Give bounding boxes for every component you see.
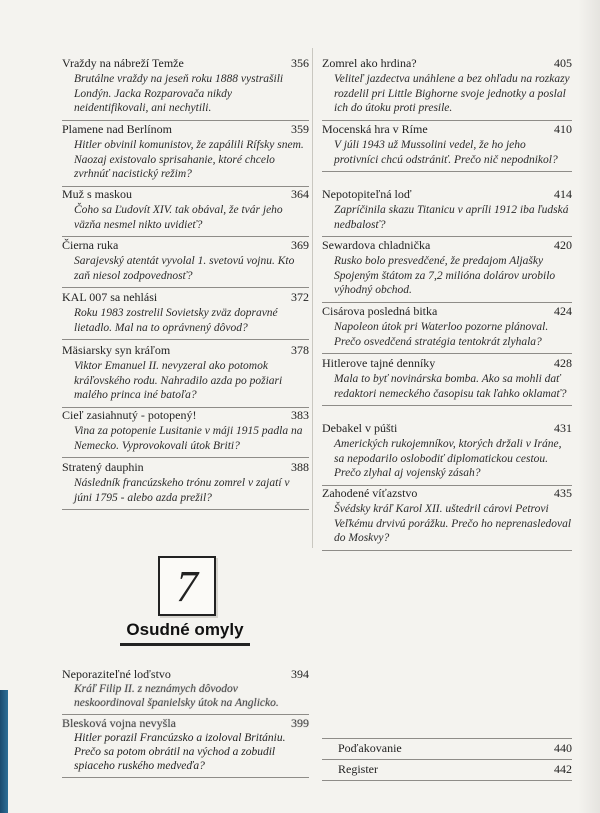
- entry-page-number: 369: [291, 238, 309, 252]
- page-edge-shade: [578, 0, 600, 813]
- entry-page-number: 394: [291, 667, 309, 681]
- entry-page-number: 399: [291, 716, 309, 730]
- toc-entry[interactable]: [62, 56, 309, 121]
- entry-title: Register: [338, 762, 378, 776]
- toc-entry[interactable]: [62, 343, 309, 408]
- entry-description: Zapríčinila skazu Titanicu v apríli 1912 iba ľudská nedbalosť?: [334, 204, 569, 231]
- toc-entry[interactable]: [322, 56, 572, 121]
- entry-description: Vina za potopenie Lusitanie v máji 1915 padla na Nemecko. Vyprovokovali útok Briti?: [74, 425, 303, 452]
- toc-entry[interactable]: [322, 421, 572, 486]
- entry-description: Švédsky kráľ Karol XII. uštedril cárovi Petrovi Veľkému drvivú porážku. Prečo ho neprenasledoval do Moskvy?: [334, 503, 572, 544]
- entry-description: Kráľ Filip II. z neznámych dôvodov neskoordinoval španielsky útok na Anglicko.: [74, 683, 279, 709]
- entry-title: Stratený dauphin: [62, 460, 144, 474]
- toc-entry[interactable]: [322, 304, 572, 354]
- column-divider: [312, 48, 313, 548]
- entry-title: Sewardova chladnička: [322, 238, 431, 252]
- entry-page-number: 405: [554, 56, 572, 70]
- toc-entry[interactable]: [62, 238, 309, 288]
- entry-page-number: 359: [291, 122, 309, 136]
- entry-description: Napoleon útok pri Waterloo pozorne plánoval. Prečo osvedčená stratégia tentokrát zlyhala?: [334, 321, 549, 348]
- entry-title: Cisárova posledná bitka: [322, 304, 438, 318]
- entry-title: Nepotopiteľná loď: [322, 187, 412, 201]
- entry-title: Muž s maskou: [62, 187, 132, 201]
- entry-description: Viktor Emanuel II. nevyzeral ako potomok kráľovského rodu. Nahradilo azda po požiari malého princa iné batoľa?: [74, 360, 283, 401]
- entry-description: Čoho sa Ľudovít XIV. tak obával, že tvár jeho väzňa nesmel nikto uvidieť?: [74, 204, 283, 231]
- entry-page-number: 440: [554, 741, 572, 755]
- entry-page-number: 356: [291, 56, 309, 70]
- entry-page-number: 435: [554, 486, 572, 500]
- entry-description: Následník francúzskeho trónu zomrel v zajatí v júni 1795 - alebo azda prežil?: [74, 477, 290, 504]
- back-matter-list: [322, 738, 572, 781]
- toc-entry[interactable]: [62, 716, 309, 778]
- toc-entry[interactable]: [322, 187, 572, 237]
- entry-description: Brutálne vraždy na jeseň roku 1888 vystrašili Londýn. Jacka Rozparovača nikdy neidentifikovali, ani nechytili.: [74, 73, 284, 114]
- entry-page-number: 372: [291, 290, 309, 304]
- entry-title: Debakel v púšti: [322, 421, 398, 435]
- toc-entry[interactable]: [322, 486, 572, 551]
- entry-title: Mocenská hra v Ríme: [322, 122, 428, 136]
- toc-entry[interactable]: [62, 290, 309, 340]
- entry-description: V júli 1943 už Mussolini vedel, že ho jeho protivníci chcú odstrániť. Prečo nič nepodnikol?: [334, 139, 558, 166]
- entry-description: Veliteľ jazdectva unáhlene a bez ohľadu na rozkazy rozdelil pri Little Bighorne svoje jednotky a poslal ich do útoku proti presile.: [334, 73, 570, 114]
- chapter-title: Osudné omyly: [120, 620, 250, 646]
- entry-page-number: 388: [291, 460, 309, 474]
- entry-title: Plamene nad Berlínom: [62, 122, 172, 136]
- entry-title: Čierna ruka: [62, 238, 119, 252]
- toc-entry[interactable]: [322, 356, 572, 406]
- entry-page-number: 424: [554, 304, 572, 318]
- toc-entry[interactable]: [322, 238, 572, 303]
- entry-title: Hitlerove tajné denníky: [322, 356, 436, 370]
- page-edge-mark: [0, 690, 8, 813]
- entry-description: Sarajevský atentát vyvolal 1. svetovú vojnu. Kto zaň niesol zodpovednosť?: [74, 255, 295, 282]
- entry-title: Blesková vojna nevyšla: [62, 716, 176, 730]
- entry-title: Vraždy na nábreží Temže: [62, 56, 184, 70]
- entry-page-number: 428: [554, 356, 572, 370]
- entry-title: KAL 007 sa nehlási: [62, 290, 158, 304]
- entry-title: Neporaziteľné loďstvo: [62, 667, 171, 681]
- entry-page-number: 414: [554, 187, 572, 201]
- entry-page-number: 383: [291, 408, 309, 422]
- toc-entry[interactable]: [62, 460, 309, 510]
- entry-title: Poďakovanie: [338, 741, 402, 755]
- entry-title: Zahodené víťazstvo: [322, 486, 418, 500]
- toc-entry[interactable]: [62, 187, 309, 237]
- back-matter-item[interactable]: [322, 738, 572, 760]
- entry-title: Mäsiarsky syn kráľom: [62, 343, 171, 357]
- entry-description: Mala to byť novinárska bomba. Ako sa mohli dať redaktori nemeckého časopisu tak ľahko oklamať?: [334, 373, 567, 400]
- entry-page-number: 378: [291, 343, 309, 357]
- entry-page-number: 442: [554, 762, 572, 776]
- entry-title: Cieľ zasiahnutý - potopený!: [62, 408, 197, 422]
- toc-entry[interactable]: [322, 122, 572, 172]
- toc-entry[interactable]: [62, 667, 309, 715]
- entry-description: Rusko bolo presvedčené, že predajom Aljašky Spojeným štátom za 7,2 milióna dolárov urobilo výhodný obchod.: [334, 255, 556, 296]
- toc-entry[interactable]: [62, 122, 309, 187]
- entry-title: Zomrel ako hrdina?: [322, 56, 417, 70]
- entry-page-number: 420: [554, 238, 572, 252]
- back-matter-item[interactable]: [322, 760, 572, 781]
- chapter-number-box: 7: [158, 556, 216, 616]
- entry-description: Hitler obvinil komunistov, že zapálili Rífsky snem. Naozaj existovalo sprisahanie, ktoré chcelo zvrhnúť nacistický režim?: [74, 139, 304, 180]
- entry-description: Amerických rukojemníkov, ktorých držali v Iráne, sa nepodarilo oslobodiť diplomatickou cestou. Prečo zlyhal aj vojenský zásah?: [334, 438, 562, 479]
- toc-entry[interactable]: [62, 408, 309, 458]
- entry-page-number: 431: [554, 421, 572, 435]
- entry-page-number: 364: [291, 187, 309, 201]
- entry-description: Hitler porazil Francúzsko a izoloval Britániu. Prečo sa potom obrátil na východ a zobudil spiaceho ruského medveďa?: [74, 732, 286, 772]
- entry-page-number: 410: [554, 122, 572, 136]
- entry-description: Roku 1983 zostrelil Sovietsky zväz dopravné lietadlo. Mal na to oprávnený dôvod?: [74, 307, 278, 334]
